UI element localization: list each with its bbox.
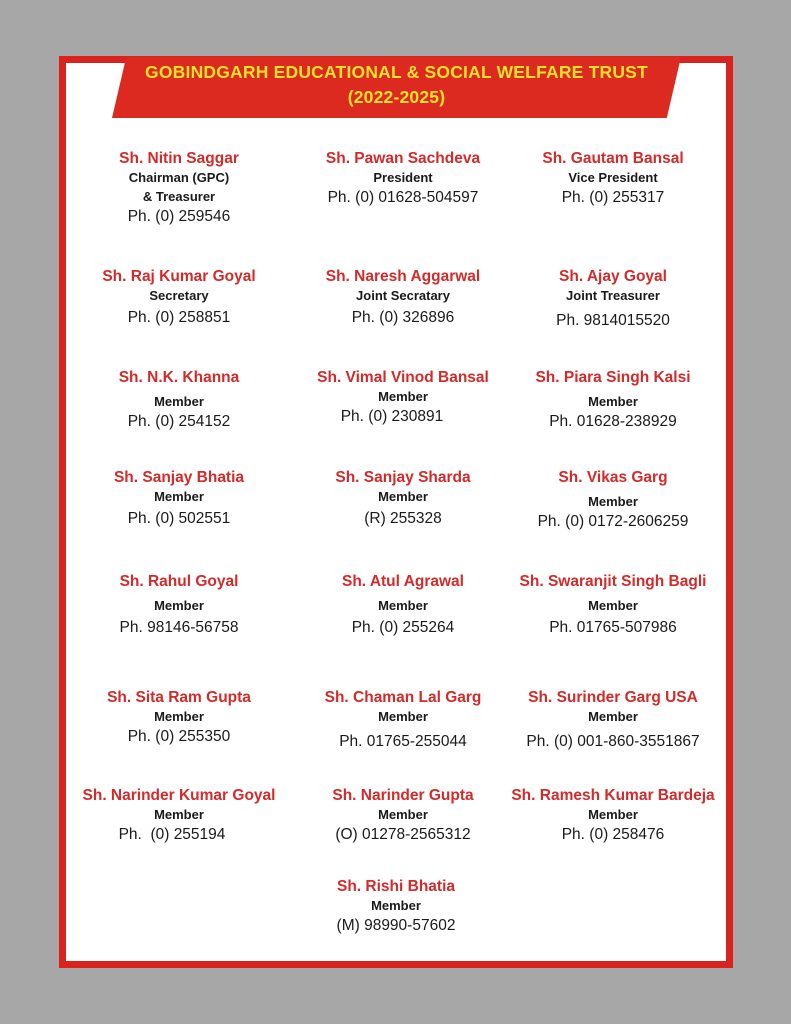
member-name: Sh. Piara Singh Kalsi: [535, 369, 691, 386]
member-card: [498, 786, 728, 846]
member-role: Member: [588, 494, 638, 509]
member-name: Sh. Gautam Bansal: [542, 150, 684, 167]
banner-text: [112, 60, 681, 110]
member-role: Member: [154, 598, 204, 613]
member-phone: Ph. (0) 258476: [561, 826, 665, 843]
member-card: [288, 368, 518, 428]
member-phone: Ph. (0) 259546: [127, 208, 231, 225]
member-name: Sh. Nitin Saggar: [119, 150, 239, 167]
member-card: [498, 688, 728, 753]
member-phone: Ph. (0) 01628-504597: [327, 189, 479, 206]
member-phone: Ph. 98146-56758: [119, 619, 239, 636]
member-card: [64, 572, 294, 639]
member-card: [281, 877, 511, 937]
member-role: Member: [154, 394, 204, 409]
member-role: Joint Treasurer: [566, 288, 660, 303]
member-role: Chairman (GPC): [128, 170, 230, 185]
member-name: Sh. Atul Agrawal: [341, 573, 464, 590]
member-card: [288, 468, 518, 530]
member-role: Member: [154, 709, 204, 724]
member-phone: Ph. (0) 502551: [127, 510, 231, 527]
member-role: Member: [154, 807, 204, 822]
member-name: Sh. Pawan Sachdeva: [325, 150, 481, 167]
member-phone: Ph. (0) 255264: [351, 619, 455, 636]
member-phone: Ph. (0) 230891: [340, 408, 444, 425]
member-name: Sh. Sanjay Sharda: [335, 469, 471, 486]
member-name: Sh. Rahul Goyal: [119, 573, 239, 590]
member-card: [64, 786, 294, 846]
member-name: Sh. Sita Ram Gupta: [107, 689, 251, 706]
member-role: Member: [378, 389, 428, 404]
member-name: Sh. Surinder Garg USA: [528, 689, 698, 706]
member-card: [498, 368, 728, 433]
member-phone: (R) 255328: [364, 510, 442, 527]
member-role: Member: [378, 598, 428, 613]
member-phone: Ph. 01765-255044: [339, 733, 467, 750]
member-card: [288, 572, 518, 639]
member-phone: Ph. 9814015520: [556, 312, 670, 329]
member-role: Secretary: [149, 288, 209, 303]
member-name: Sh. Rishi Bhatia: [337, 878, 455, 895]
member-role: Member: [588, 394, 638, 409]
member-name: Sh. Raj Kumar Goyal: [102, 268, 256, 285]
member-role: Member: [378, 489, 428, 504]
member-role: Member: [588, 807, 638, 822]
member-phone: Ph. 01628-238929: [549, 413, 677, 430]
member-card: [64, 368, 294, 433]
member-name: Sh. Naresh Aggarwal: [325, 268, 481, 285]
member-name: Sh. Swaranjit Singh Bagli: [519, 573, 707, 590]
member-name: Sh. Narinder Kumar Goyal: [82, 787, 276, 804]
member-name: Sh. Ramesh Kumar Bardeja: [511, 787, 715, 804]
member-card: [498, 267, 728, 332]
member-phone: Ph. (0) 255194: [118, 826, 226, 843]
member-card: [288, 267, 518, 329]
member-name: Sh. Chaman Lal Garg: [324, 689, 482, 706]
member-name: Sh. Vikas Garg: [558, 469, 668, 486]
member-card: [64, 688, 294, 748]
member-card: [498, 149, 728, 209]
member-role: Member: [588, 598, 638, 613]
member-card: [64, 468, 294, 530]
member-phone: Ph. (0) 001-860-3551867: [526, 733, 700, 750]
member-card: [288, 149, 518, 209]
member-name: Sh. Sanjay Bhatia: [113, 469, 245, 486]
member-name: Sh. Vimal Vinod Bansal: [317, 369, 489, 386]
member-card: [498, 572, 728, 639]
member-name: Sh. N.K. Khanna: [118, 369, 240, 386]
member-role: Vice President: [568, 170, 658, 185]
member-name: Sh. Ajay Goyal: [559, 268, 667, 285]
member-card: [498, 468, 728, 533]
member-phone: Ph. (0) 254152: [127, 413, 231, 430]
member-role: President: [373, 170, 433, 185]
member-role: Member: [154, 489, 204, 504]
member-phone: Ph. (0) 0172-2606259: [537, 513, 689, 530]
member-phone: Ph. 01765-507986: [549, 619, 677, 636]
trust-term-years: (2022-2025): [347, 87, 446, 107]
member-card: [64, 267, 294, 329]
member-role: Member: [371, 898, 421, 913]
member-role: Joint Secratary: [356, 288, 450, 303]
member-phone: Ph. (0) 255350: [127, 728, 231, 745]
member-phone: Ph. (0) 255317: [561, 189, 665, 206]
member-phone: (M) 98990-57602: [336, 917, 456, 934]
member-name: Sh. Narinder Gupta: [332, 787, 474, 804]
member-role: Member: [378, 709, 428, 724]
member-phone: Ph. (0) 258851: [127, 309, 231, 326]
member-card: [64, 149, 294, 228]
member-role: Member: [588, 709, 638, 724]
member-phone: (O) 01278-2565312: [335, 826, 471, 843]
member-card: [288, 786, 518, 846]
member-role: Member: [378, 807, 428, 822]
trust-title: GOBINDGARH EDUCATIONAL & SOCIAL WELFARE TRUST: [145, 62, 648, 82]
member-phone: Ph. (0) 326896: [351, 309, 455, 326]
member-role-secondary: & Treasurer: [142, 189, 216, 204]
member-card: [288, 688, 518, 753]
